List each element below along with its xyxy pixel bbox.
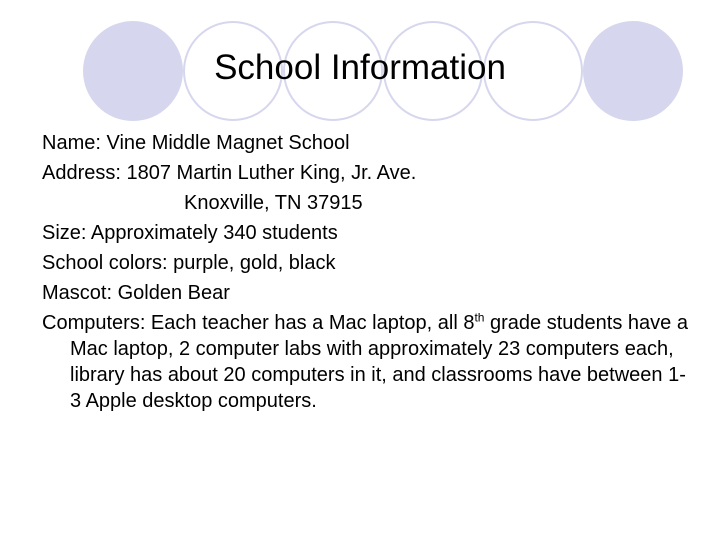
ordinal-suffix: th [474, 310, 485, 325]
school-name: Name: Vine Middle Magnet School [42, 132, 350, 154]
school-mascot: Mascot: Golden Bear [42, 282, 230, 304]
slide-body [42, 128, 692, 414]
address-line-2: Knoxville, TN 37915 [184, 192, 363, 214]
address-line-1: Address: 1807 Martin Luther King, Jr. Ave. [42, 162, 417, 184]
computers-info [42, 310, 692, 414]
slide-title: School Information [214, 48, 506, 87]
computers-text-end: grade students have a Mac laptop, 2 computer labs with approximately 23 computers each, library has about 20 computers in it, and classrooms have between 1-3 Apple desktop computers. [70, 312, 688, 412]
computers-text-start: Computers: Each teacher has a Mac laptop, all 8 [42, 312, 475, 334]
school-colors: School colors: purple, gold, black [42, 252, 336, 274]
school-size: Size: Approximately 340 students [42, 222, 338, 244]
